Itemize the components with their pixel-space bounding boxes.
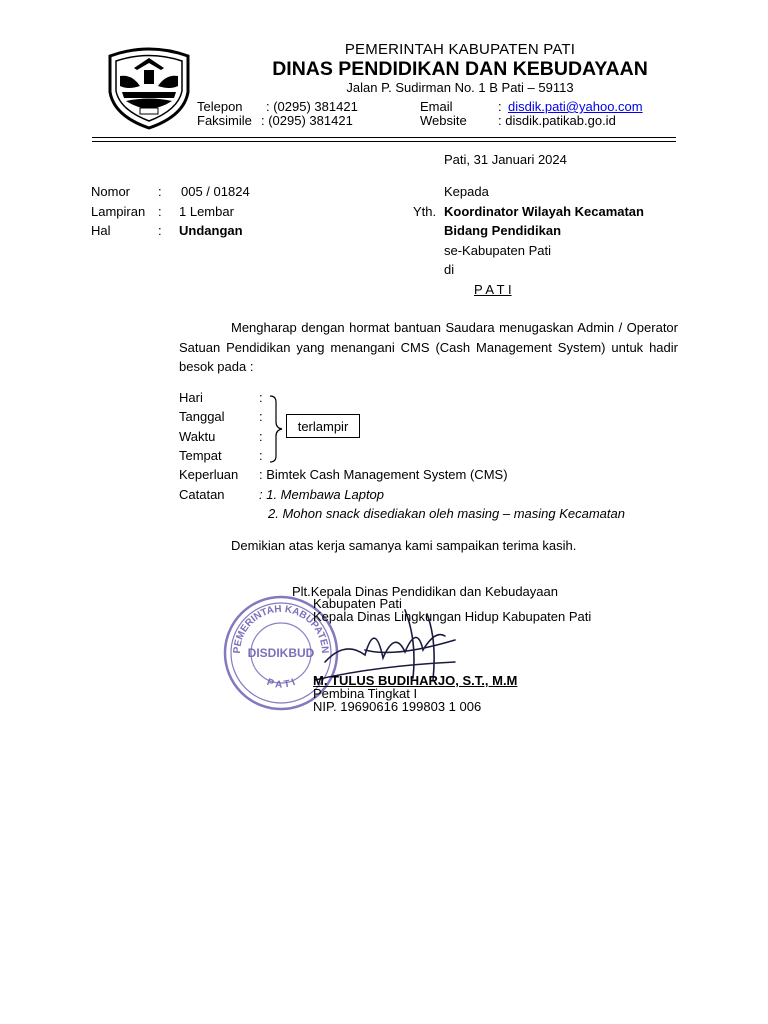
waktu-colon: : bbox=[259, 429, 263, 444]
catatan-item-2: 2. Mohon snack disediakan oleh masing – masing Kecamatan bbox=[268, 506, 625, 521]
hal-value: Undangan bbox=[179, 223, 243, 238]
recipient-yth: Yth. bbox=[413, 204, 437, 219]
recipient-line3: se-Kabupaten Pati bbox=[444, 243, 551, 258]
closing-sentence: Demikian atas kerja samanya kami sampaikan terima kasih. bbox=[231, 538, 577, 553]
lampiran-value: 1 Lembar bbox=[179, 204, 234, 219]
lampiran-colon: : bbox=[158, 204, 162, 219]
catatan-label: Catatan bbox=[179, 487, 225, 502]
hari-colon: : bbox=[259, 390, 263, 405]
website-label: Website bbox=[420, 113, 467, 128]
email-label: Email bbox=[420, 99, 453, 114]
catatan-item-1: : 1. Membawa Laptop bbox=[259, 487, 385, 502]
email-colon: : bbox=[498, 99, 502, 114]
keperluan-label: Keperluan bbox=[179, 467, 239, 482]
waktu-label: Waktu bbox=[179, 429, 216, 444]
recipient-city: P A T I bbox=[474, 282, 512, 297]
hari-label: Hari bbox=[179, 390, 203, 405]
email-link[interactable]: disdik.pati@yahoo.com bbox=[508, 99, 643, 114]
hal-label: Hal bbox=[91, 223, 111, 238]
pati-regency-emblem-icon bbox=[104, 46, 194, 130]
office-address: Jalan P. Sudirman No. 1 B Pati – 59113 bbox=[346, 80, 574, 95]
hal-colon: : bbox=[158, 223, 162, 238]
faksimile-value: : (0295) 381421 bbox=[261, 113, 353, 128]
nomor-colon: : bbox=[158, 184, 162, 199]
keperluan-value: : Bimtek Cash Management System (CMS) bbox=[259, 467, 508, 482]
government-name: PEMERINTAH KABUPATEN PATI bbox=[344, 41, 576, 58]
faksimile-label: Faksimile bbox=[197, 113, 252, 128]
svg-text:P A T I bbox=[265, 677, 297, 691]
recipient-line1: Koordinator Wilayah Kecamatan bbox=[444, 204, 644, 219]
signer-nip: NIP. 19690616 199803 1 006 bbox=[313, 699, 482, 714]
tempat-colon: : bbox=[259, 448, 263, 463]
stamp-bottom-text: P A T I bbox=[265, 676, 297, 691]
letter-date: Pati, 31 Januari 2024 bbox=[444, 152, 567, 167]
signer-role-1: Plt.Kepala Dinas Pendidikan dan Kebudayaan bbox=[292, 584, 558, 599]
recipient-kepada: Kepada bbox=[444, 184, 489, 199]
signer-name: M. TULUS BUDIHARJO, S.T., M.M bbox=[313, 673, 518, 688]
header-rule-thin bbox=[92, 141, 676, 142]
lampiran-label: Lampiran bbox=[91, 204, 146, 219]
recipient-line2: Bidang Pendidikan bbox=[444, 223, 562, 238]
signer-rank: Pembina Tingkat I bbox=[313, 686, 418, 701]
signer-role-3: Kepala Dinas Lingkungan Hidup Kabupaten Pati bbox=[313, 609, 592, 624]
stamp-center-text: DISDIKBUD bbox=[247, 646, 315, 660]
recipient-di: di bbox=[444, 262, 455, 277]
telepon-value: : (0295) 381421 bbox=[266, 99, 358, 114]
body-paragraph bbox=[179, 318, 678, 377]
signer-role-2: Kabupaten Pati bbox=[313, 596, 402, 611]
tempat-label: Tempat bbox=[179, 448, 222, 463]
body-paragraph-text: Mengharap dengan hormat bantuan Saudara menugaskan Admin / Operator Satuan Pendidikan yang menangani CMS (Cash Management System) untuk hadir besok pada : bbox=[179, 320, 678, 374]
nomor-value: 005 / 01824 bbox=[181, 184, 250, 199]
header-rule-thick bbox=[92, 137, 676, 138]
stamp-top-text: PEMERINTAH KABUPATEN bbox=[231, 603, 331, 654]
nomor-label: Nomor bbox=[91, 184, 131, 199]
tanggal-label: Tanggal bbox=[179, 409, 225, 424]
telepon-label: Telepon bbox=[197, 99, 243, 114]
tanggal-colon: : bbox=[259, 409, 263, 424]
department-name: DINAS PENDIDIKAN DAN KEBUDAYAAN bbox=[272, 58, 648, 80]
website-value: : disdik.patikab.go.id bbox=[498, 113, 616, 128]
terlampir-box: terlampir bbox=[286, 414, 360, 438]
